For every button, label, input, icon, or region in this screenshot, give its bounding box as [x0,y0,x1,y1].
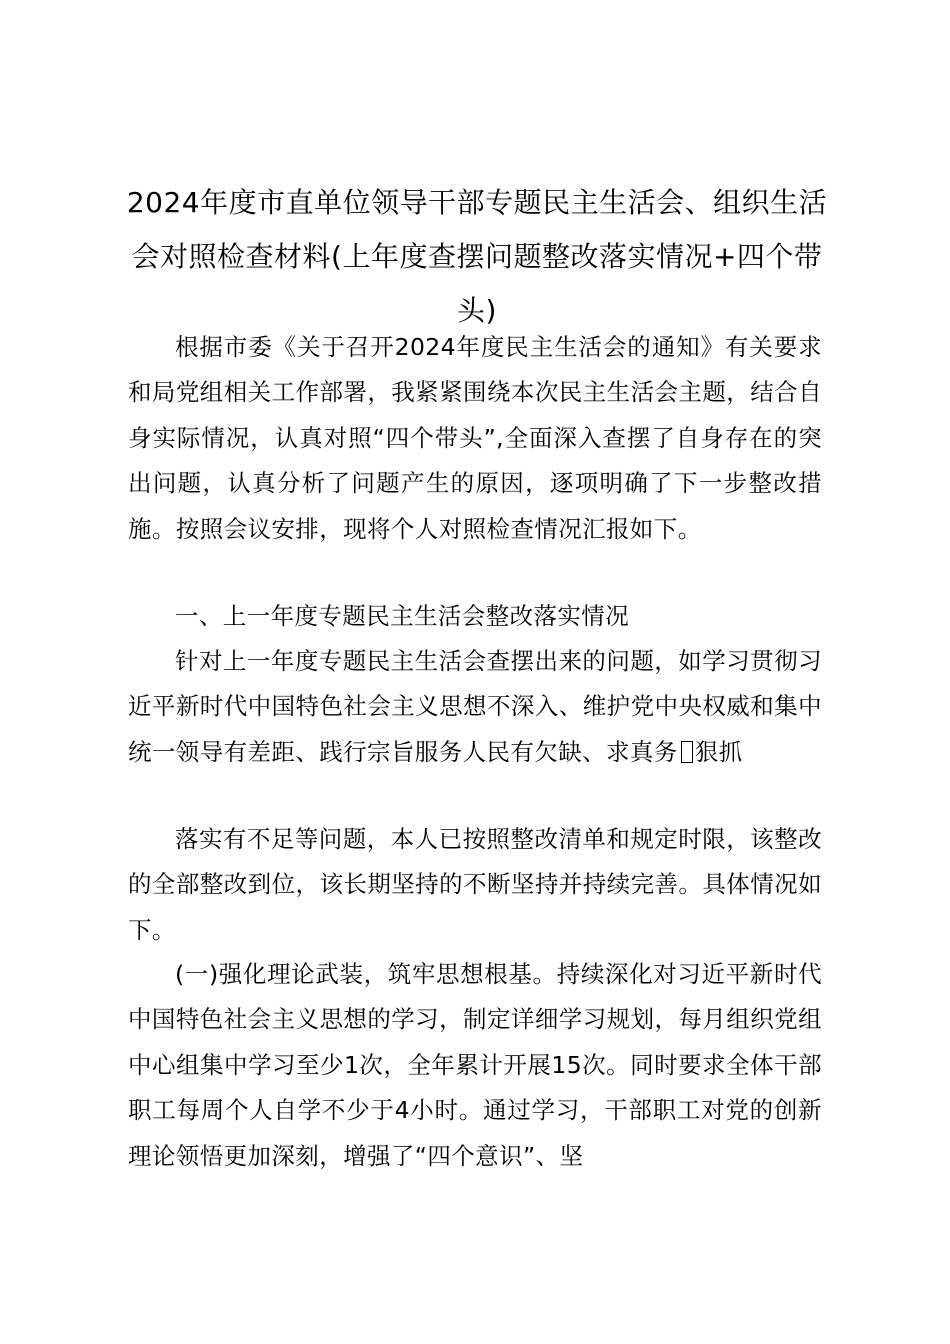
theory-paragraph: (一)强化理论武装，筑牢思想根基。持续深化对习近平新时代中国特色社会主义思想的学习，制定详细学习规划，每月组织党组中心组集中学习至少1次，全年累计开展15次。同时要求全体干部职工每周个人自学不少于4小时。通过学习，干部职工对党的创新理论领悟更加深刻，增强了“四个意识”、坚 [128,960,822,1170]
rectification-paragraph [128,639,822,775]
paragraph-fragment: 狠抓 [694,737,743,766]
missing-glyph-box [681,741,693,763]
section-heading: 一、上一年度专题民主生活会整改落实情况 [175,602,630,630]
document-title: 2024年度市直单位领导干部专题民主生活会、组织生活会对照检查材料(上年度查摆问题整改落实情况+四个带头) [126,186,828,327]
paragraph-text: 针对上一年度专题民主生活会查摆出来的问题，如学习贯彻习近平新时代中国特色社会主义思想不深入、维护党中央权威和集中统一领导有差距、践行宗旨服务人民有欠缺、求真务 [128,647,822,766]
status-paragraph: 落实有不足等问题，本人已按照整改清单和规定时限，该整改的全部整改到位，该长期坚持的不断坚持并持续完善。具体情况如下。 [128,825,822,944]
intro-paragraph: 根据市委《关于召开2024年度民主生活会的通知》有关要求和局党组相关工作部署，我紧紧围绕本次民主生活会主题，结合自身实际情况，认真对照“四个带头”,全面深入查摆了自身存在的突出问题，认真分析了问题产生的原因，逐项明确了下一步整改措施。按照会议安排，现将个人对照检查情况汇报如下。 [128,333,822,543]
